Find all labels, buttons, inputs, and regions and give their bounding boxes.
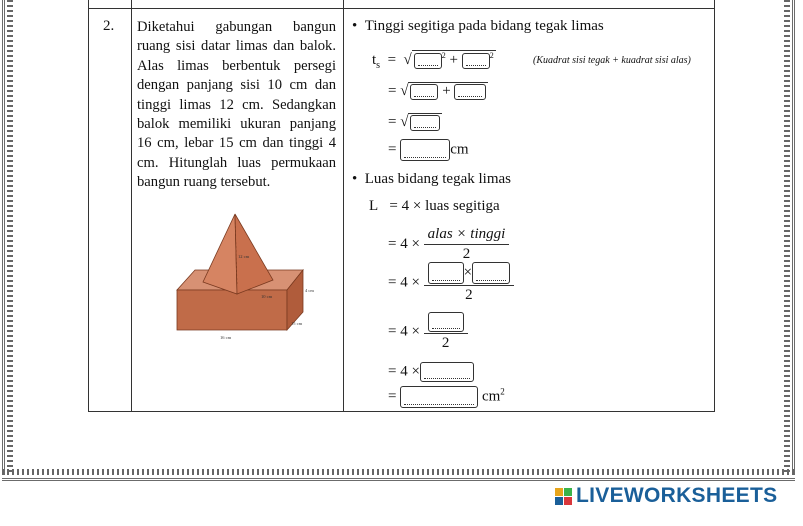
input-box-alas[interactable] xyxy=(428,262,464,284)
label-box-height: 4 cm xyxy=(305,288,314,293)
input-box-ts-a[interactable] xyxy=(414,53,442,69)
L-line-2: = 4 × $\frac{\text{alas × tinggi}}{2}$ xyxy=(388,226,509,263)
table-divider-1 xyxy=(131,0,132,411)
bullet-icon: • xyxy=(352,171,358,187)
label-width: 15 cm xyxy=(291,321,303,326)
input-box-ts-c[interactable] xyxy=(410,84,438,100)
ts-line-4: = cm xyxy=(388,139,469,161)
L-line-6: = $cm^2$ xyxy=(388,386,505,408)
formula-note: (Kuadrat sisi tegak + kuadrat sisi alas) xyxy=(533,55,691,66)
page-border-right xyxy=(782,0,795,475)
input-box-ts-b[interactable] xyxy=(462,53,490,69)
ts-line-1: $t_s$ = √ $^2$ + $^2$ xyxy=(372,51,494,71)
input-box-half[interactable] xyxy=(420,362,474,382)
label-height: 12 cm xyxy=(238,254,250,259)
L-line-1: L = 4 × luas segitiga xyxy=(369,198,500,214)
input-box-ts-e[interactable] xyxy=(410,115,440,131)
input-box-tinggi[interactable] xyxy=(472,262,510,284)
row-number: 2. xyxy=(103,18,115,34)
table-divider-top-1 xyxy=(131,0,132,8)
input-box-ts-result[interactable] xyxy=(400,139,450,161)
L-line-3: = 4 × $\frac{\times}{2}$ xyxy=(388,262,514,304)
page-border-bottom xyxy=(2,466,795,481)
pyramid-cuboid-figure xyxy=(165,212,315,342)
brand-text: LIVEWORKSHEETS xyxy=(576,484,778,507)
bullet-heading-1: • Tinggi segitiga pada bidang tegak limas xyxy=(352,18,604,34)
table-top-line xyxy=(89,8,714,9)
liveworksheets-logo xyxy=(555,484,777,508)
input-box-ts-d[interactable] xyxy=(454,84,486,100)
L-line-5: = 4 × xyxy=(388,362,474,382)
bullet-heading-2: • Luas bidang tegak limas xyxy=(352,171,511,187)
page-border-left xyxy=(2,0,15,475)
input-box-L-result[interactable] xyxy=(400,386,478,408)
problem-statement: Diketahui gabungan bangun ruang sisi datar limas dan balok. Alas limas berbentuk persegi dengan panjang sisi 10 cm dan tinggi limas 12 cm. Sedangkan balok memiliki ukuran panjang 16 cm, lebar 15 cm dan tinggi 4 cm. Hitunglah luas permukaan bangun ruang tersebut. xyxy=(137,19,336,191)
label-side: 10 cm xyxy=(261,294,273,299)
logo-mark-icon xyxy=(555,488,572,505)
label-length: 16 cm xyxy=(220,335,232,340)
ts-line-3: = √ xyxy=(388,113,442,131)
pyramid-face-left xyxy=(203,214,237,294)
L-line-4: = 4 × 2 xyxy=(388,312,468,352)
table-divider-2 xyxy=(343,0,344,411)
input-box-product[interactable] xyxy=(428,312,464,332)
bullet-icon: • xyxy=(352,18,358,34)
ts-line-2: = √ + xyxy=(388,82,488,100)
